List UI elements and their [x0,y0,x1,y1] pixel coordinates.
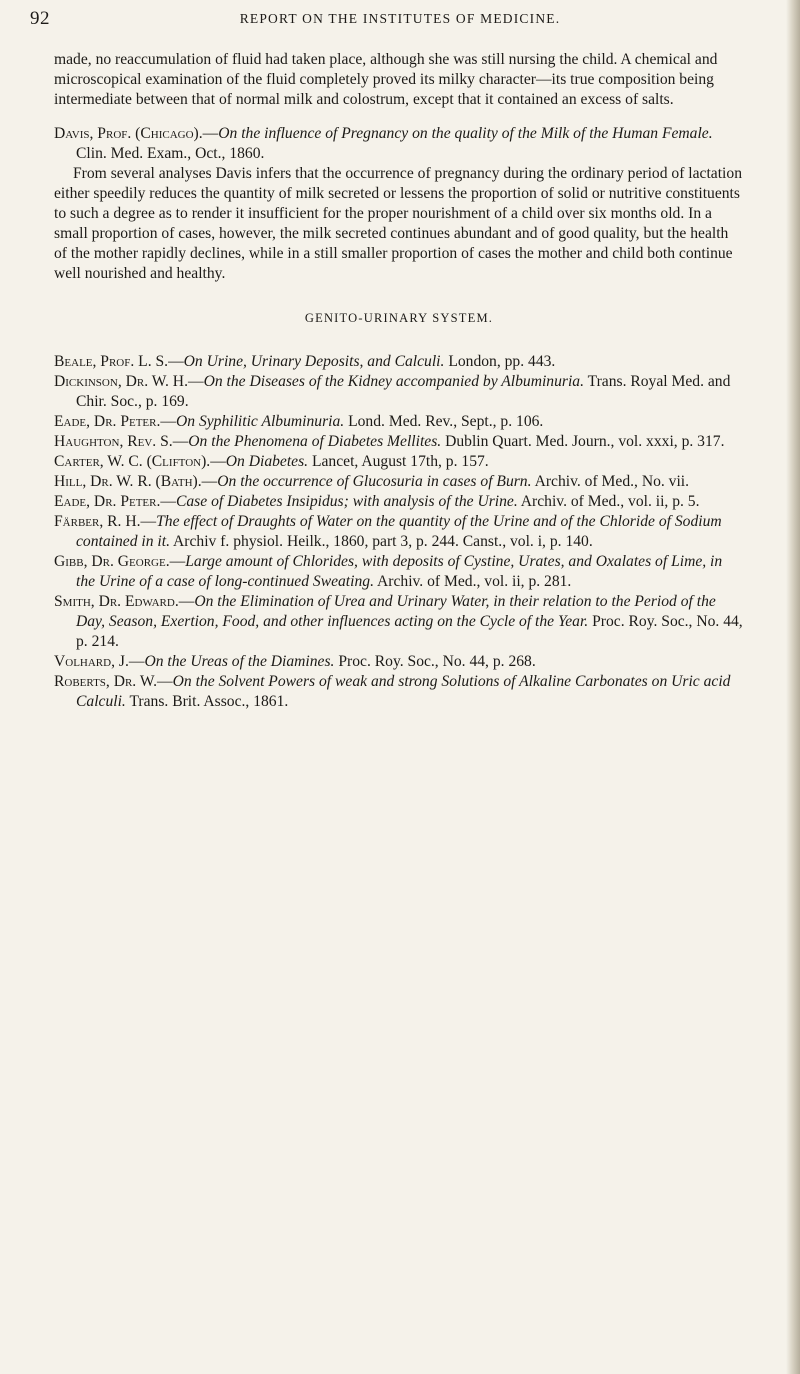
entry-title: On the Ureas of the Diamines. [144,653,335,670]
entry-source: Archiv f. physiol. Heilk., 1860, part 3, p. 244. Canst., vol. i, p. 140. [173,533,593,550]
intro-paragraph: made, no reaccumulation of fluid had taken place, although she was still nursing the child. A chemical and microscopical examination of the fluid completely proved its milky character—its true composition being intermediate between that of normal milk and colostrum, except that it contained an excess of salts. [54,51,718,108]
section-heading: GENITO-URINARY SYSTEM. [304,311,494,325]
entry-title: On the occurrence of Glucosuria in cases of Burn. [217,473,532,490]
bibliography-entry: Färber, R. H.—The effect of Draughts of Water on the quantity of the Urine and of the Chloride of Sodium contained in it. Archiv f. physiol. Heilk., 1860, part 3, p. 244. Canst., vol. i, p. 140. [54,513,722,550]
page-number: 92 [30,8,50,29]
bibliography-entry: Smith, Dr. Edward.—On the Elimination of Urea and Urinary Water, in their relation to the Period of the Day, Season, Exertion, Food, and other influences acting on the Cycle of the Year. Proc. Roy. Soc., No. 44, p. 214. [54,593,743,650]
page-header [30,8,770,30]
bibliography-entry: Carter, W. C. (Clifton).—On Diabetes. Lancet, August 17th, p. 157. [54,453,489,470]
entry-author: Färber, R. H. [54,513,141,530]
entry-source: Archiv. of Med., No. vii. [534,473,690,490]
bibliography-entry: Hill, Dr. W. R. (Bath).—On the occurrence of Glucosuria in cases of Burn. Archiv. of Med., No. vii. [54,473,690,490]
entry-source: Lond. Med. Rev., Sept., p. 106. [348,413,544,430]
bibliography-entry: Beale, Prof. L. S.—On Urine, Urinary Deposits, and Calculi. London, pp. 443. [54,353,556,370]
bibliography-entry: Volhard, J.—On the Ureas of the Diamines. Proc. Roy. Soc., No. 44, p. 268. [54,653,536,670]
entry-author: Dickinson, Dr. W. H. [54,373,188,390]
entry-source: Proc. Roy. Soc., No. 44, p. 268. [338,653,536,670]
entry-source: Proc. Roy. Soc., No. 44, p. 214. [76,613,743,650]
bibliography-entry: Dickinson, Dr. W. H.—On the Diseases of the Kidney accompanied by Albuminuria. Trans. Royal Med. and Chir. Soc., p. 169. [54,373,731,410]
entry-title: On Syphilitic Albuminuria. [175,413,345,430]
bibliography-entry-davis: Davis, Prof. (Chicago).—On the influence of Pregnancy on the quality of the Milk of the Human Female. Clin. Med. Exam., Oct., 1860. [54,125,713,162]
entry-author: Carter, W. C. (Clifton). [54,453,211,470]
entry-author: Hill, Dr. W. R. (Bath). [54,473,202,490]
entry-source: Archiv. of Med., vol. ii, p. 5. [520,493,700,510]
entry-title: On Diabetes. [225,453,309,470]
page-edge-shadow [786,0,800,1374]
bibliography-entry: Eade, Dr. Peter.—Case of Diabetes Insipidus; with analysis of the Urine. Archiv. of Med., vol. ii, p. 5. [54,493,700,510]
running-head: REPORT ON THE INSTITUTES OF MEDICINE. [239,11,561,26]
entry-title: On the Diseases of the Kidney accompanied by Albuminuria. [203,373,584,390]
entry-title: Case of Diabetes Insipidus; with analysis of the Urine. [175,493,518,510]
bibliography-entry: Eade, Dr. Peter.—On Syphilitic Albuminuria. Lond. Med. Rev., Sept., p. 106. [54,413,544,430]
entry-source: Trans. Brit. Assoc., 1861. [129,693,289,710]
entry-author: Gibb, Dr. George. [54,553,170,570]
entry-author: Eade, Dr. Peter. [54,493,161,510]
entry-title: The effect of Draughts of Water on the quantity of the Urine and of the Chloride of Sodium contained in it. [76,513,722,550]
entry-author: Eade, Dr. Peter. [54,413,161,430]
page-body [54,50,744,712]
entry-title: On the influence of Pregnancy on the quality of the Milk of the Human Female. [218,125,713,142]
davis-summary: From several analyses Davis infers that the occurrence of pregnancy during the ordinary period of lactation either speedily reduces the quantity of milk secreted or lessens the proportion of solid or nutritive constituents to such a degree as to render it insufficient for the proper nourishment of a child over six months old. In a small proportion of cases, however, the milk secreted continues abundant and of good quality, but the health of the mother rapidly declines, while in a still smaller proportion of cases the mother and child both continue well nourished and healthy. [54,165,742,282]
entry-author: Davis, Prof. (Chicago). [54,125,203,142]
entry-title: Large amount of Chlorides, with deposits of Cystine, Urates, and Oxalates of Lime, in the Urine of a case of long-continued Sweating. [76,553,723,590]
entry-source: Clin. Med. Exam., Oct., 1860. [76,145,265,162]
entry-title: On the Phenomena of Diabetes Mellites. [188,433,442,450]
entry-author: Roberts, Dr. W. [54,673,158,690]
entry-source: Archiv. of Med., vol. ii, p. 281. [377,573,572,590]
entry-title: On Urine, Urinary Deposits, and Calculi. [183,353,445,370]
entry-source: Dublin Quart. Med. Journ., vol. xxxi, p. 317. [445,433,725,450]
entry-author: Haughton, Rev. S. [54,433,173,450]
entry-source: Trans. Royal Med. and Chir. Soc., p. 169. [76,373,731,410]
entry-source: Lancet, August 17th, p. 157. [311,453,489,470]
bibliography-list [54,352,744,712]
entry-author: Volhard, J. [54,653,129,670]
entry-author: Beale, Prof. L. S. [54,353,169,370]
entry-title: On the Elimination of Urea and Urinary Water, in their relation to the Period of the Day, Season, Exertion, Food, and other influences acting on the Cycle of the Year. [76,593,716,630]
bibliography-entry: Gibb, Dr. George.—Large amount of Chlorides, with deposits of Cystine, Urates, and Oxalates of Lime, in the Urine of a case of long-continued Sweating. Archiv. of Med., vol. ii, p. 281. [54,553,723,590]
entry-source: London, pp. 443. [448,353,556,370]
entry-author: Smith, Dr. Edward. [54,593,179,610]
entry-title: On the Solvent Powers of weak and strong Solutions of Alkaline Carbonates on Uric acid Calculi. [76,673,731,710]
bibliography-entry: Haughton, Rev. S.—On the Phenomena of Diabetes Mellites. Dublin Quart. Med. Journ., vol. xxxi, p. 317. [54,433,725,450]
bibliography-entry: Roberts, Dr. W.—On the Solvent Powers of weak and strong Solutions of Alkaline Carbonates on Uric acid Calculi. Trans. Brit. Assoc., 1861. [54,673,731,710]
